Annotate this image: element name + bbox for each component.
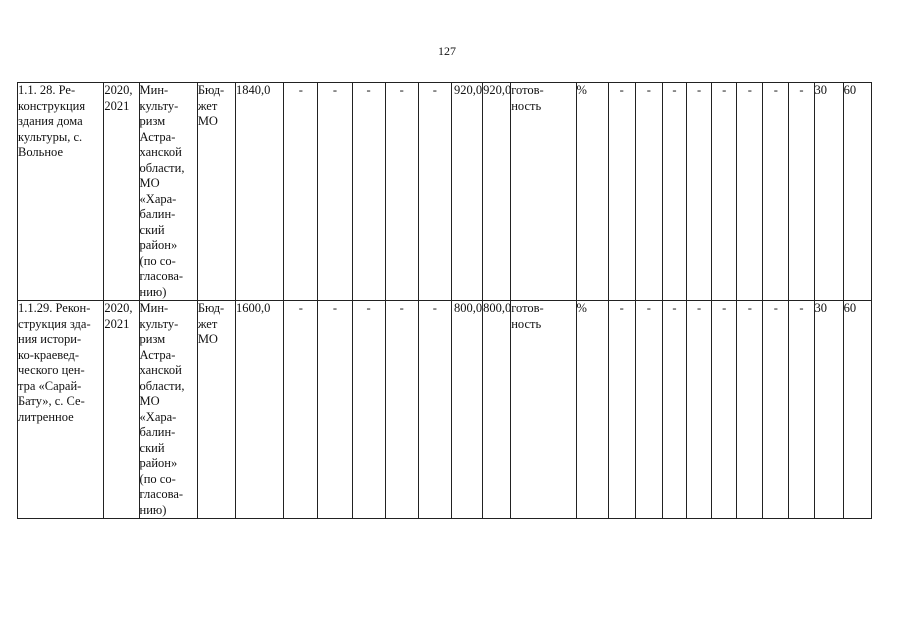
executor-cell: Мин- культу- ризм Астра- ханской области, МО «Хара- балин- ский район» (по со- гласова- нию) bbox=[139, 301, 197, 519]
dash-cell: - bbox=[712, 83, 737, 301]
indicator-value-cell: 30 bbox=[814, 83, 843, 301]
executor-cell: Мин- культу- ризм Астра- ханской области, МО «Хара- балин- ский район» (по со- гласова- нию) bbox=[139, 83, 197, 301]
dash-cell: - bbox=[737, 83, 763, 301]
dash-cell: - bbox=[712, 301, 737, 519]
unit-cell: % bbox=[576, 83, 608, 301]
dash-cell: - bbox=[608, 83, 635, 301]
dash-cell: - bbox=[318, 301, 352, 519]
dash-cell: - bbox=[662, 301, 686, 519]
year-amount-cell: 920,0 bbox=[451, 83, 482, 301]
dash-cell: - bbox=[687, 301, 712, 519]
year-amount-cell: 920,0 bbox=[483, 83, 511, 301]
dash-cell: - bbox=[385, 301, 418, 519]
dash-cell: - bbox=[687, 83, 712, 301]
years-cell: 2020, 2021 bbox=[104, 83, 139, 301]
indicator-value-cell: 30 bbox=[814, 301, 843, 519]
years-cell: 2020, 2021 bbox=[104, 301, 139, 519]
indicator-value-cell: 60 bbox=[843, 83, 871, 301]
table-row bbox=[18, 301, 872, 519]
dash-cell: - bbox=[737, 301, 763, 519]
dash-cell: - bbox=[418, 301, 451, 519]
indicator-cell: готов- ность bbox=[511, 301, 576, 519]
table-row bbox=[18, 83, 872, 301]
funding-source-cell: Бюд- жет МО bbox=[197, 83, 235, 301]
total-amount-cell: 1600,0 bbox=[235, 301, 283, 519]
page-number: 127 bbox=[438, 44, 456, 58]
dash-cell: - bbox=[352, 301, 385, 519]
dash-cell: - bbox=[789, 301, 814, 519]
dash-cell: - bbox=[284, 301, 318, 519]
dash-cell: - bbox=[763, 301, 789, 519]
total-amount-cell: 1840,0 bbox=[235, 83, 283, 301]
dash-cell: - bbox=[352, 83, 385, 301]
unit-cell: % bbox=[576, 301, 608, 519]
funding-source-cell: Бюд- жет МО bbox=[197, 301, 235, 519]
dash-cell: - bbox=[385, 83, 418, 301]
measure-name: 1.1. 28. Ре- конструкция здания дома культуры, с. Вольное bbox=[18, 83, 104, 301]
indicator-value-cell: 60 bbox=[843, 301, 871, 519]
dash-cell: - bbox=[318, 83, 352, 301]
dash-cell: - bbox=[763, 83, 789, 301]
dash-cell: - bbox=[662, 83, 686, 301]
dash-cell: - bbox=[635, 301, 662, 519]
dash-cell: - bbox=[284, 83, 318, 301]
indicator-cell: готов- ность bbox=[511, 83, 576, 301]
dash-cell: - bbox=[635, 83, 662, 301]
year-amount-cell: 800,0 bbox=[483, 301, 511, 519]
program-table bbox=[17, 82, 872, 519]
dash-cell: - bbox=[789, 83, 814, 301]
dash-cell: - bbox=[418, 83, 451, 301]
year-amount-cell: 800,0 bbox=[451, 301, 482, 519]
dash-cell: - bbox=[608, 301, 635, 519]
measure-name: 1.1.29. Рекон- струкция зда- ния истори- ко-краевед- ческого цен- тра «Сарай- Бату», с. Се- литренное bbox=[18, 301, 104, 519]
